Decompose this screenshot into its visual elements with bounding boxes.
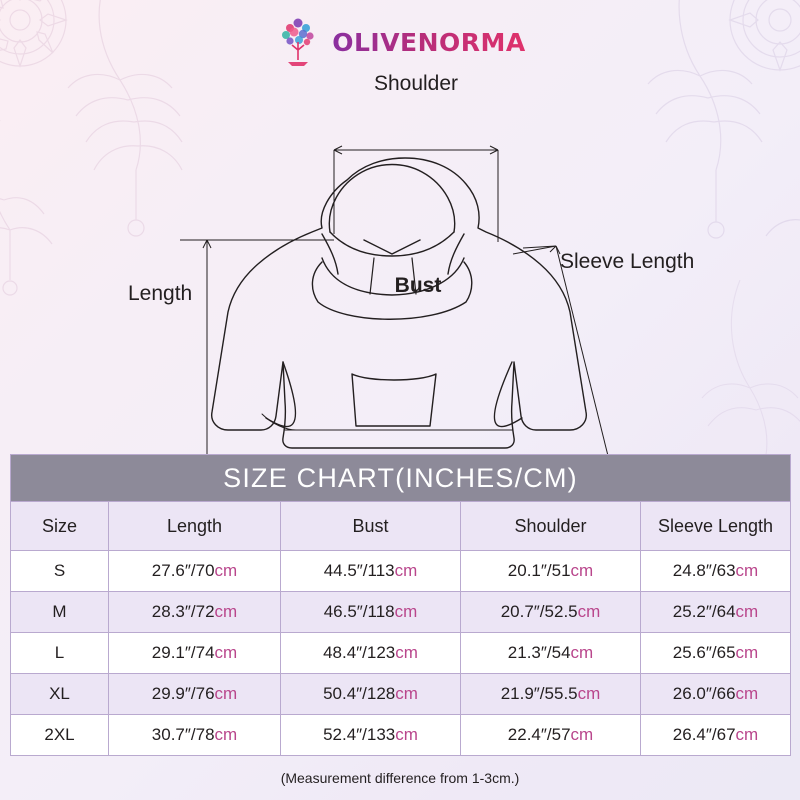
cell-size: L	[11, 633, 109, 674]
table-row	[11, 551, 791, 592]
cell-shoulder	[461, 633, 641, 674]
value-inches: 26.4″/67	[672, 725, 736, 744]
value-cm-unit: cm	[570, 561, 594, 580]
hoodie-measurement-diagram	[0, 62, 800, 454]
value-cm-unit: cm	[570, 643, 594, 662]
cell-sleeve	[641, 715, 791, 756]
value-cm-unit: cm	[735, 602, 759, 621]
cell-size: M	[11, 592, 109, 633]
cell-size: 2XL	[11, 715, 109, 756]
size-chart-table-wrapper	[10, 454, 790, 756]
label-bust: Bust	[394, 274, 442, 297]
value-inches: 24.8″/63	[672, 561, 736, 580]
cell-sleeve	[641, 551, 791, 592]
cell-sleeve	[641, 674, 791, 715]
table-title-row	[11, 455, 791, 502]
cell-bust	[281, 551, 461, 592]
cell-sleeve	[641, 633, 791, 674]
table-title-units: (INCHES/CM)	[395, 462, 578, 493]
value-cm-unit: cm	[735, 643, 759, 662]
value-inches: 28.3″/72	[151, 602, 215, 621]
value-cm-unit: cm	[395, 725, 418, 744]
value-cm-unit: cm	[577, 602, 601, 621]
value-inches: 25.6″/65	[672, 643, 736, 662]
header-length: Length	[109, 502, 281, 551]
header-shoulder: Shoulder	[461, 502, 641, 551]
value-cm-unit: cm	[214, 561, 238, 580]
header-bust: Bust	[281, 502, 461, 551]
cell-sleeve	[641, 592, 791, 633]
value-cm-unit: cm	[394, 561, 418, 580]
value-inches: 20.7″/52.5	[500, 602, 578, 621]
measurement-note: (Measurement difference from 1-3cm.)	[280, 770, 520, 786]
size-chart-table	[10, 454, 791, 756]
value-inches: 29.9″/76	[151, 684, 215, 703]
cell-bust	[281, 715, 461, 756]
value-cm-unit: cm	[735, 561, 759, 580]
value-inches: 52.4″/133	[323, 725, 396, 744]
value-inches: 48.4″/123	[323, 643, 396, 662]
value-cm-unit: cm	[214, 602, 238, 621]
value-cm-unit: cm	[214, 643, 238, 662]
value-inches: 44.5″/113	[323, 561, 395, 580]
cell-size: XL	[11, 674, 109, 715]
value-cm-unit: cm	[214, 725, 238, 744]
value-inches: 46.5″/118	[323, 602, 395, 621]
value-inches: 22.4″/57	[507, 725, 571, 744]
table-row	[11, 674, 791, 715]
value-inches: 20.1″/51	[507, 561, 571, 580]
tree-logo-icon	[274, 16, 322, 68]
value-inches: 26.0″/66	[672, 684, 736, 703]
cell-bust	[281, 592, 461, 633]
value-cm-unit: cm	[214, 684, 238, 703]
cell-length	[109, 674, 281, 715]
cell-size: S	[11, 551, 109, 592]
value-inches: 29.1″/74	[151, 643, 215, 662]
value-cm-unit: cm	[570, 725, 594, 744]
value-inches: 21.9″/55.5	[500, 684, 578, 703]
header-sleeve-length: Sleeve Length	[641, 502, 791, 551]
label-sleeve-length: Sleeve Length	[560, 250, 695, 273]
value-inches: 30.7″/78	[151, 725, 215, 744]
label-shoulder: Shoulder	[373, 72, 459, 95]
value-inches: 50.4″/128	[323, 684, 396, 703]
cell-length	[109, 592, 281, 633]
cell-shoulder	[461, 551, 641, 592]
value-cm-unit: cm	[735, 725, 759, 744]
header-size: Size	[11, 502, 109, 551]
brand-name: OLIVENORMA	[332, 27, 526, 57]
table-title: SIZE CHART	[223, 462, 396, 493]
cell-shoulder	[461, 592, 641, 633]
cell-shoulder	[461, 715, 641, 756]
value-cm-unit: cm	[394, 602, 418, 621]
value-cm-unit: cm	[395, 684, 418, 703]
cell-shoulder	[461, 674, 641, 715]
cell-bust	[281, 674, 461, 715]
cell-length	[109, 715, 281, 756]
cell-length	[109, 633, 281, 674]
value-cm-unit: cm	[577, 684, 601, 703]
value-cm-unit: cm	[395, 643, 418, 662]
value-inches: 21.3″/54	[507, 643, 571, 662]
value-cm-unit: cm	[735, 684, 759, 703]
value-inches: 25.2″/64	[672, 602, 736, 621]
label-length: Length	[128, 282, 193, 305]
value-inches: 27.6″/70	[151, 561, 215, 580]
cell-length	[109, 551, 281, 592]
cell-bust	[281, 633, 461, 674]
table-header-row	[11, 502, 791, 551]
table-row	[11, 592, 791, 633]
table-row	[11, 633, 791, 674]
table-row	[11, 715, 791, 756]
